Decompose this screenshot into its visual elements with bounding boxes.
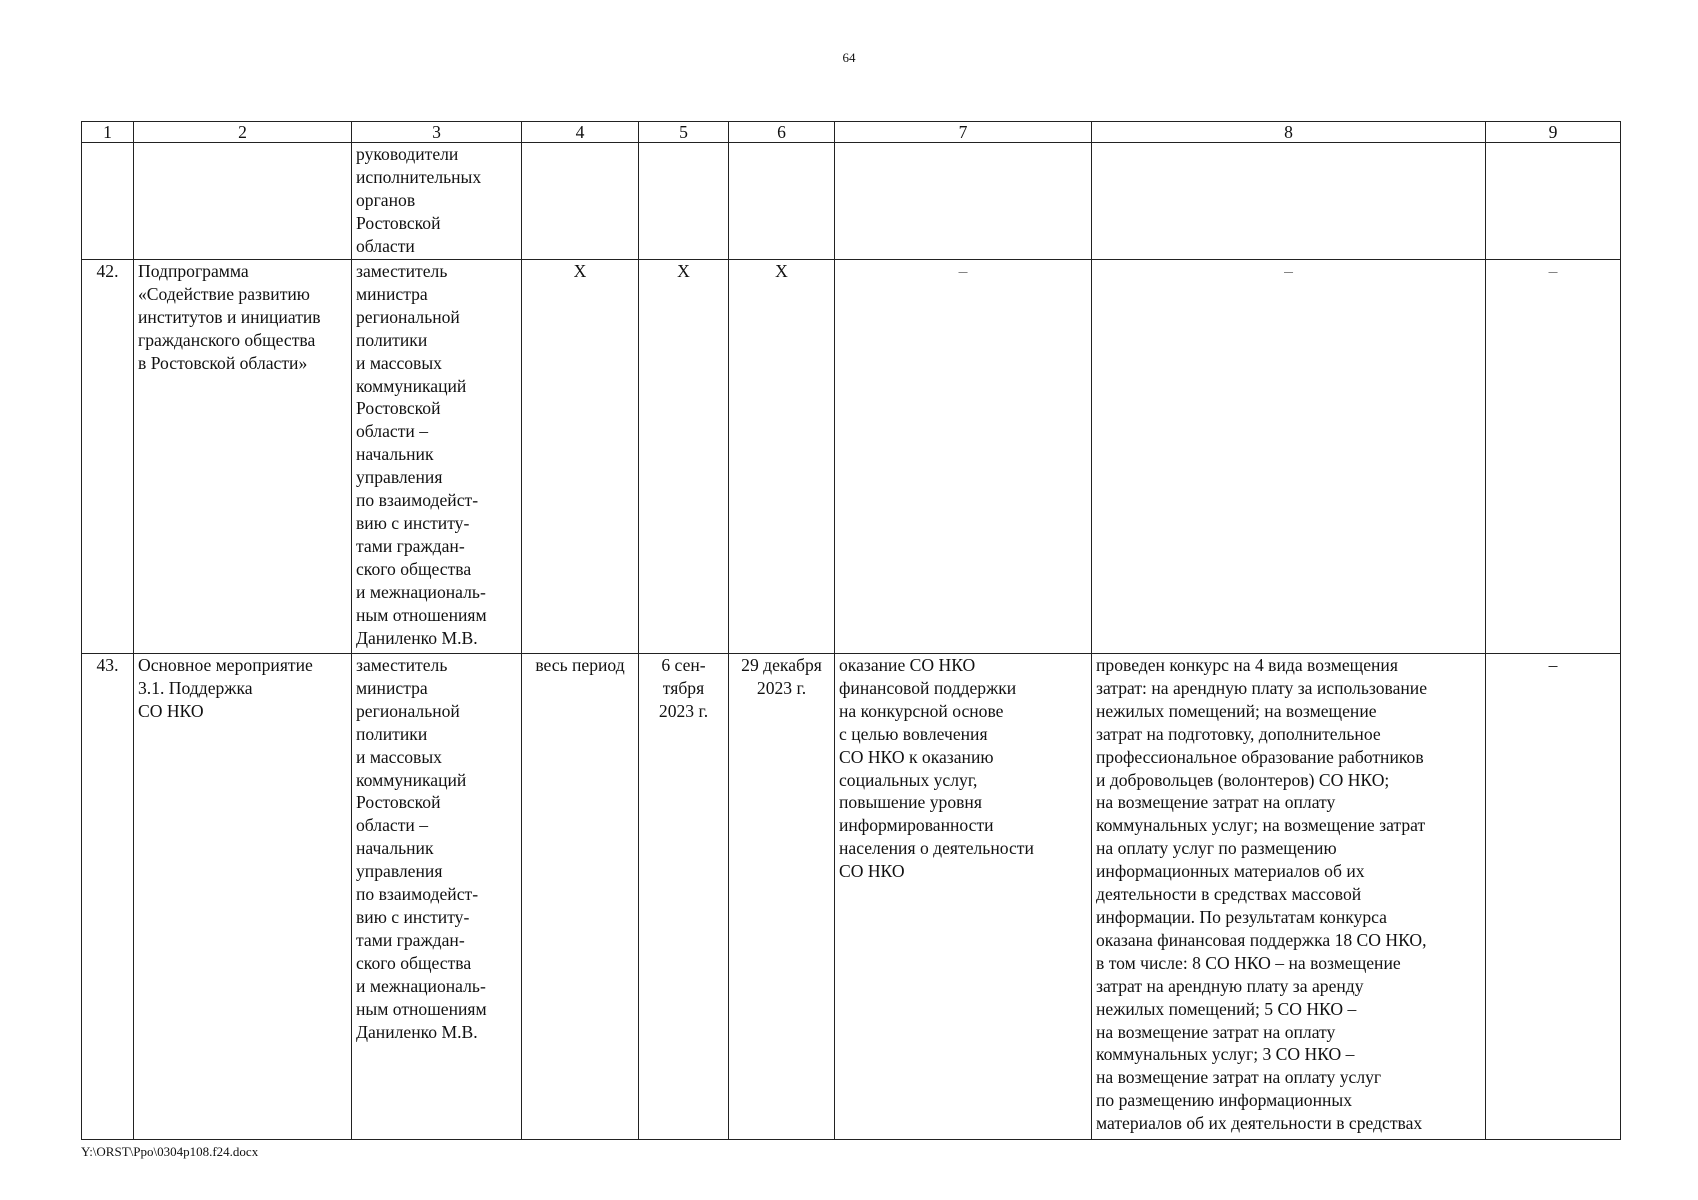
start-date: [639, 143, 729, 260]
cell-text-line: Подпрограмма: [138, 261, 249, 281]
cell-text-line: заместитель: [356, 261, 448, 281]
actual-result: [1092, 143, 1486, 260]
cell-text-line: проведен конкурс на 4 вида возмещения: [1096, 655, 1398, 675]
cell-text-line: вию с институ-: [356, 906, 470, 927]
responsible-executor: [352, 260, 522, 654]
file-path-footer: Y:\ORST\Ppo\0304p108.f24.docx: [81, 1144, 259, 1159]
cell-text-line: и межнациональ-: [356, 581, 486, 602]
column-number: 3: [352, 122, 522, 143]
actual-result: [1092, 260, 1486, 654]
cell-text-line: информации. По результатам конкурса: [1096, 906, 1387, 927]
cell-text-line: ского общества: [356, 558, 472, 579]
cell-text-line: –: [1548, 261, 1558, 281]
cell-text-line: тами граждан-: [356, 929, 465, 950]
expected-result: [835, 143, 1092, 260]
cell-text-line: нежилых помещений; на возмещение: [1096, 700, 1377, 721]
column-number: 8: [1092, 122, 1486, 143]
activity-name: [134, 260, 352, 654]
cell-text-line: в Ростовской области»: [138, 352, 308, 373]
cell-text-line: Даниленко М.В.: [356, 1021, 478, 1042]
row-number: 42.: [82, 260, 134, 654]
cell-text-line: коммунальных услуг; 3 СО НКО –: [1096, 1044, 1355, 1065]
cell-text-line: 29 декабря: [741, 655, 822, 675]
cell-text-line: начальник: [356, 444, 434, 465]
cell-text-line: социальных услуг,: [839, 769, 978, 790]
cell-text-line: –: [1548, 655, 1558, 675]
cell-text-line: X: [573, 261, 587, 281]
cell-text-line: по взаимодейст-: [356, 884, 479, 905]
cell-text-line: области –: [356, 815, 429, 836]
actual-result: [1092, 654, 1486, 1140]
column-number-row: [82, 122, 1621, 143]
responsible-executor: [352, 143, 522, 260]
cell-text-line: Ростовской: [356, 398, 441, 419]
cell-text-line: министра: [356, 283, 428, 304]
row-number: [82, 143, 134, 260]
cell-text-line: Даниленко М.В.: [356, 627, 478, 648]
table-row: [82, 260, 1621, 654]
column-number: 9: [1486, 122, 1621, 143]
implementation-period: [522, 654, 639, 1140]
cell-text-line: финансовой поддержки: [839, 677, 1017, 698]
cell-text-line: и массовых: [356, 746, 442, 767]
cell-text-line: весь период: [535, 655, 625, 675]
implementation-period: [522, 260, 639, 654]
report-table: [81, 121, 1621, 1140]
cell-text-line: –: [958, 261, 968, 281]
cell-text-line: начальник: [356, 838, 434, 859]
cell-text-line: на возмещение затрат на оплату: [1096, 1021, 1336, 1042]
cell-text-line: 3.1. Поддержка: [138, 677, 253, 698]
cell-text-line: региональной: [356, 306, 460, 327]
cell-text-line: «Содействие развитию: [138, 283, 310, 304]
cell-text-line: ского общества: [356, 952, 472, 973]
cell-text-line: СО НКО: [138, 700, 204, 721]
cell-text-line: министра: [356, 677, 428, 698]
activity-name: [134, 654, 352, 1140]
cell-text-line: Основное мероприятие: [138, 655, 313, 675]
cell-text-line: управления: [356, 861, 443, 882]
note: [1486, 143, 1621, 260]
cell-text-line: заместитель: [356, 655, 448, 675]
start-date: [639, 654, 729, 1140]
cell-text-line: коммуникаций: [356, 769, 467, 790]
cell-text-line: на возмещение затрат на оплату: [1096, 792, 1336, 813]
implementation-period: [522, 143, 639, 260]
row-number: 43.: [82, 654, 134, 1140]
cell-text-line: и межнациональ-: [356, 975, 486, 996]
cell-text-line: X: [677, 261, 690, 281]
cell-text-line: информационных материалов об их: [1096, 861, 1365, 882]
responsible-executor: [352, 654, 522, 1140]
cell-text-line: политики: [356, 329, 428, 350]
page-number: 64: [842, 50, 856, 65]
cell-text-line: затрат: на арендную плату за использование: [1096, 677, 1428, 698]
end-date: [729, 260, 835, 654]
cell-text-line: информированности: [839, 815, 994, 836]
cell-text-line: 6 сен-: [661, 655, 706, 675]
cell-text-line: ным отношениям: [356, 604, 487, 625]
column-number: 6: [729, 122, 835, 143]
note: [1486, 654, 1621, 1140]
cell-text-line: тября: [662, 677, 705, 698]
cell-text-line: Ростовской: [356, 792, 441, 813]
column-number: 7: [835, 122, 1092, 143]
cell-text-line: материалов об их деятельности в средствах: [1096, 1113, 1423, 1134]
cell-text-line: региональной: [356, 700, 460, 721]
cell-text-line: повышение уровня: [839, 792, 982, 813]
cell-text-line: и массовых: [356, 352, 442, 373]
cell-text-line: области –: [356, 421, 429, 442]
end-date: [729, 143, 835, 260]
cell-text-line: политики: [356, 723, 428, 744]
cell-text-line: на конкурсной основе: [839, 700, 1004, 721]
cell-text-line: 2023 г.: [658, 700, 709, 721]
cell-text-line: органов: [356, 189, 416, 210]
cell-text-line: с целью вовлечения: [839, 723, 988, 744]
cell-text-line: ным отношениям: [356, 998, 487, 1019]
cell-text-line: и добровольцев (волонтеров) СО НКО;: [1096, 769, 1390, 790]
cell-text-line: –: [1284, 261, 1293, 281]
cell-text-line: управления: [356, 467, 443, 488]
cell-text-line: по размещению информационных: [1096, 1090, 1353, 1111]
cell-text-line: деятельности в средствах массовой: [1096, 884, 1362, 905]
expected-result: [835, 260, 1092, 654]
cell-text-line: вию с институ-: [356, 512, 470, 533]
activity-name: [134, 143, 352, 260]
cell-text-line: по взаимодейст-: [356, 490, 479, 511]
cell-text-line: профессиональное образование работников: [1096, 746, 1424, 767]
table-row: [82, 654, 1621, 1140]
cell-text-line: X: [775, 261, 788, 281]
cell-text-line: тами граждан-: [356, 535, 465, 556]
cell-text-line: оказание СО НКО: [839, 655, 976, 675]
cell-text-line: затрат на подготовку, дополнительное: [1096, 723, 1381, 744]
cell-text-line: в том числе: 8 СО НКО – на возмещение: [1096, 952, 1401, 973]
cell-text-line: на оплату услуг по размещению: [1096, 838, 1337, 859]
cell-text-line: СО НКО к оказанию: [839, 746, 994, 767]
cell-text-line: оказана финансовая поддержка 18 СО НКО,: [1096, 929, 1427, 950]
cell-text-line: исполнительных: [356, 166, 482, 187]
note: [1486, 260, 1621, 654]
column-number: 4: [522, 122, 639, 143]
table-row: [82, 143, 1621, 260]
cell-text-line: нежилых помещений; 5 СО НКО –: [1096, 998, 1357, 1019]
cell-text-line: руководители: [356, 144, 459, 164]
column-number: 1: [82, 122, 134, 143]
expected-result: [835, 654, 1092, 1140]
cell-text-line: СО НКО: [839, 861, 905, 882]
end-date: [729, 654, 835, 1140]
cell-text-line: Ростовской: [356, 212, 441, 233]
cell-text-line: институтов и инициатив: [138, 306, 321, 327]
cell-text-line: коммунальных услуг; на возмещение затрат: [1096, 815, 1426, 836]
column-number: 2: [134, 122, 352, 143]
cell-text-line: гражданского общества: [138, 329, 316, 350]
column-number: 5: [639, 122, 729, 143]
cell-text-line: населения о деятельности: [839, 838, 1034, 859]
cell-text-line: затрат на арендную плату за аренду: [1096, 975, 1364, 996]
start-date: [639, 260, 729, 654]
cell-text-line: области: [356, 235, 415, 256]
cell-text-line: 2023 г.: [756, 677, 807, 698]
cell-text-line: коммуникаций: [356, 375, 467, 396]
cell-text-line: на возмещение затрат на оплату услуг: [1096, 1067, 1382, 1088]
